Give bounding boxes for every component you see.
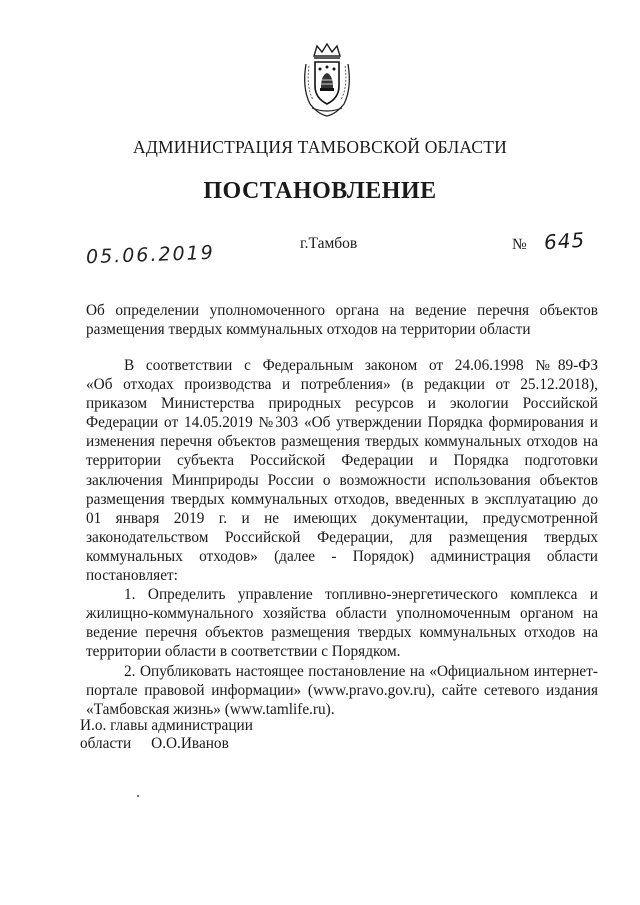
signatory-line xyxy=(80,735,253,753)
body-line: территории субъекта Российской Федерации и Порядка подготовки xyxy=(86,452,598,470)
body-line: изменения перечня объектов размещения твердых коммунальных отходов на xyxy=(86,433,598,451)
body-line: ведение перечня объектов размещения твердых коммунальных отходов на xyxy=(86,624,598,642)
body-line: приказом Министерства природных ресурсов и экологии Российской xyxy=(86,395,598,413)
body-line: Федерации от 14.05.2019 №303 «Об утверждении Порядка формирования и xyxy=(86,414,598,432)
body-line: 01 января 2019 г. и не имеющих документации, предусмотренной xyxy=(86,509,598,527)
body-line: 1. Определить управление топливно-энергетического комплекса и xyxy=(124,586,598,604)
body-line: заключения Минприроды России о возможности использования объектов xyxy=(86,471,598,489)
document-subject xyxy=(86,301,598,339)
subject-line: Об определении уполномоченного органа на ведение перечня объектов xyxy=(86,302,598,319)
organization-name: АДМИНИСТРАЦИЯ ТАМБОВСКОЙ ОБЛАСТИ xyxy=(133,137,507,157)
body-line: «Об отходах производства и потребления» (в редакции от 25.12.2018), xyxy=(86,376,598,394)
body-line: постановляет: xyxy=(86,567,178,585)
body-line: коммунальных отходов» (далее - Порядок) администрация области xyxy=(86,547,598,565)
handwritten-date: 05.06.2019 xyxy=(85,241,216,269)
scan-speck xyxy=(137,795,139,797)
document-body xyxy=(86,356,598,719)
body-line: портале правовой информации» (www.pravo.gov.ru), сайте сетевого издания xyxy=(86,681,598,699)
signatory-position: И.о. главы администрации xyxy=(80,717,253,734)
body-line: В соответствии с Федеральным законом от 24.06.1998 №89-ФЗ xyxy=(124,357,598,374)
body-line: размещения твердых коммунальных отходов, введенных в эксплуатацию до xyxy=(86,490,598,508)
body-line: законодательством Российской Федерации, для размещения твердых xyxy=(86,528,598,546)
city-name: г.Тамбов xyxy=(300,235,358,252)
number-label: № xyxy=(512,236,527,253)
body-line: жилищно-коммунального хозяйства области уполномоченным органом на xyxy=(86,605,598,623)
coat-of-arms-icon xyxy=(300,42,354,118)
body-line: «Тамбовская жизнь» (www.tamlife.ru). xyxy=(86,700,335,718)
handwritten-number: 645 xyxy=(543,227,586,255)
signature-block xyxy=(80,717,253,753)
subject-line: размещения твердых коммунальных отходов на территории области xyxy=(86,321,531,338)
body-line: 2. Опубликовать настоящее постановление на «Официальном интернет- xyxy=(124,662,598,680)
signatory-position-cont: области xyxy=(80,735,132,752)
document-type-title: ПОСТАНОВЛЕНИЕ xyxy=(203,178,437,204)
body-line: территории области в соответствии с Порядком. xyxy=(86,643,401,661)
signatory-name: О.О.Иванов xyxy=(151,735,229,752)
